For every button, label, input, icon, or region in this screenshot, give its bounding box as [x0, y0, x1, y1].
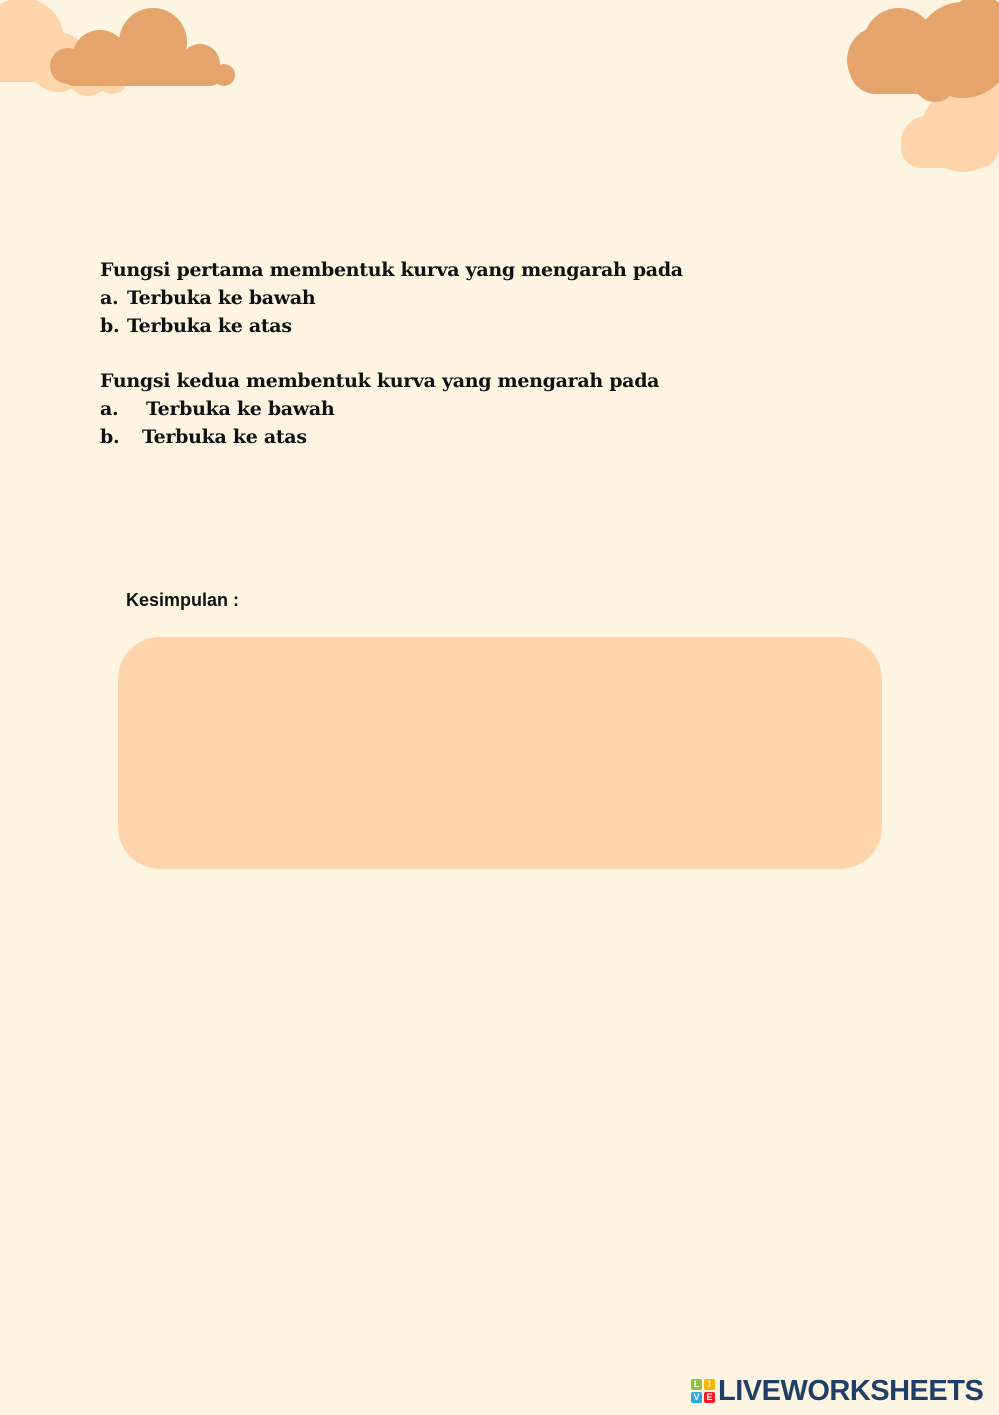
logo-mark-letter: L [691, 1379, 702, 1390]
cloud-top-left-icon [0, 0, 260, 110]
question-1 [100, 256, 683, 340]
liveworksheets-logo-icon [691, 1379, 715, 1403]
logo-mark-letter: V [691, 1392, 702, 1403]
cloud-top-right-icon [839, 0, 999, 180]
question-2-option-b[interactable] [100, 423, 659, 451]
logo-mark-letter: I [704, 1379, 715, 1390]
option-letter: a. [100, 287, 119, 309]
conclusion-answer-box[interactable] [118, 637, 882, 869]
question-2-title: Fungsi kedua membentuk kurva yang mengarah pada [100, 370, 660, 392]
option-letter: b. [100, 426, 120, 448]
option-letter: b. [100, 315, 120, 337]
option-text: Terbuka ke atas [127, 315, 292, 337]
question-1-title: Fungsi pertama membentuk kurva yang mengarah pada [100, 259, 683, 281]
option-text: Terbuka ke atas [142, 426, 307, 448]
option-text: Terbuka ke bawah [127, 287, 316, 309]
conclusion-label: Kesimpulan : [126, 590, 240, 610]
option-text: Terbuka ke bawah [146, 398, 335, 420]
logo-text: LIVEWORKSHEETS [718, 1375, 984, 1407]
question-1-option-a[interactable] [100, 284, 683, 312]
question-1-option-b[interactable] [100, 312, 683, 340]
logo-mark-letter: E [704, 1392, 715, 1403]
question-2-option-a[interactable] [100, 395, 659, 423]
option-letter: a. [100, 398, 119, 420]
liveworksheets-logo [691, 1374, 983, 1408]
question-2 [100, 367, 659, 451]
